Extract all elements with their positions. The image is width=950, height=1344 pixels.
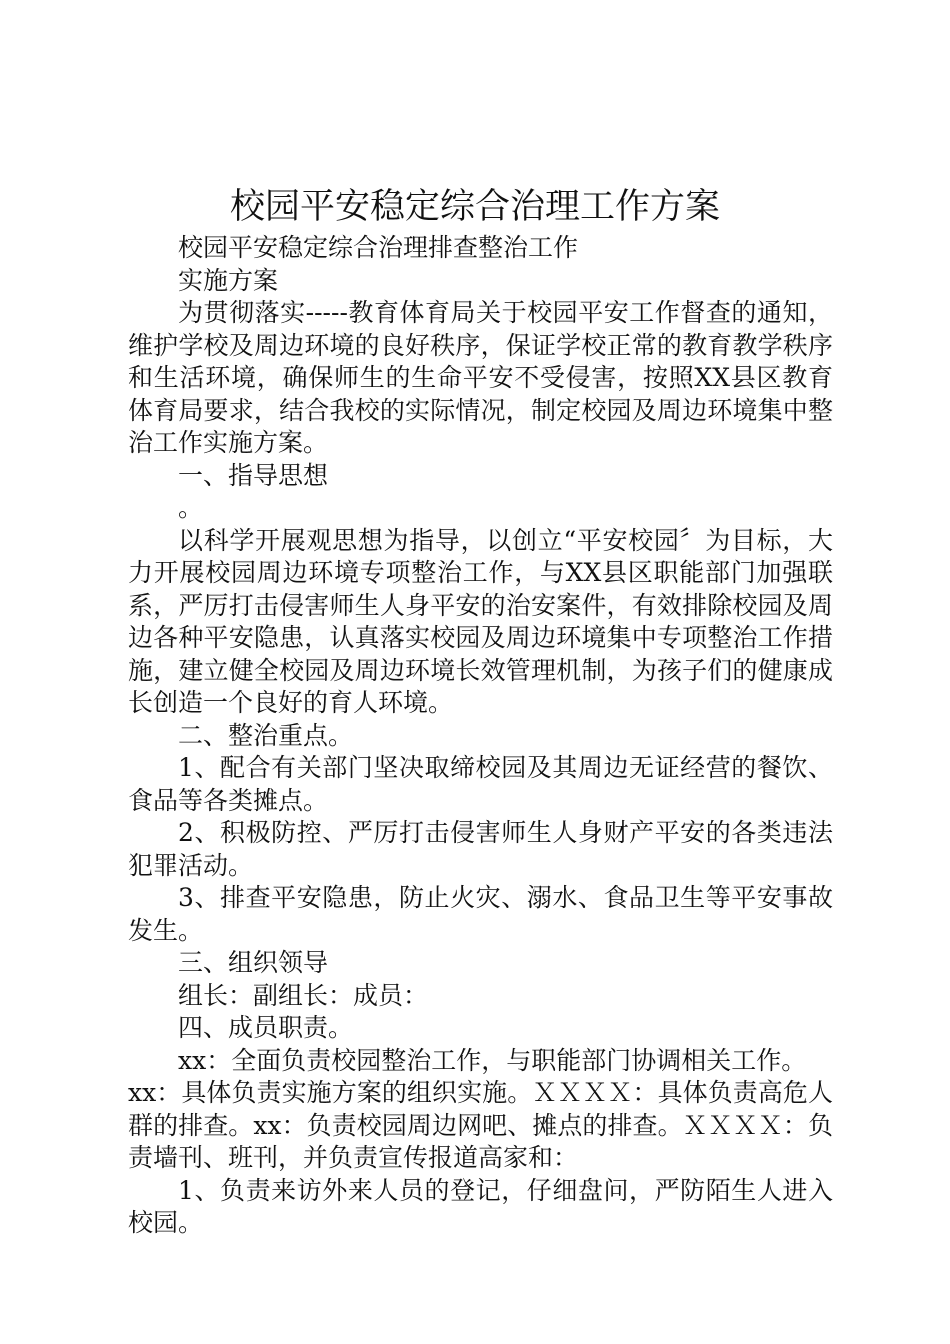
paragraph: xx：具体负责实施方案的组织实施。ＸＸＸＸ：具体负责高危人群的排查。xx：负责校园周边网吧、摊点的排查。ＸＸＸＸ：负责墙刊、班刊，并负责宣传报道高家和： <box>128 1078 833 1172</box>
paragraph: 以科学开展观思想为指导，以创立“平安校园〞为目标，大力开展校园周边环境专项整治工作，与XX县区职能部门加强联系，严厉打击侵害师生人身平安的治安案件，有效排除校园及周边各种平安隐患，认真落实校园及周边环境集中专项整治工作措施，建立健全校园及周边环境长效管理机制，为孩子们的健康成长创造一个良好的育人环境。 <box>128 525 833 717</box>
document-title: 校园平安稳定综合治理工作方案 <box>229 187 720 227</box>
paragraph: 组长：副组长：成员： <box>178 980 429 1010</box>
list-item: 1、负责来访外来人员的登记，仔细盘问，严防陌生人进入校园。 <box>128 1175 833 1237</box>
list-item: 2、积极防控、严厉打击侵害师生人身财产平安的各类违法犯罪活动。 <box>128 818 833 880</box>
list-item: 3、排查平安隐患，防止火灾、溺水、食品卫生等平安事故发生。 <box>128 883 833 945</box>
list-item: 1、配合有关部门坚决取缔校园及其周边无证经营的餐饮、食品等各类摊点。 <box>128 753 833 815</box>
paragraph: 校园平安稳定综合治理排查整治工作 <box>178 233 579 262</box>
paragraph: 。 <box>178 493 204 522</box>
section-heading: 二、整治重点。 <box>178 720 354 750</box>
paragraph: xx：全面负责校园整治工作，与职能部门协调相关工作。 <box>178 1045 807 1075</box>
document-body <box>128 232 833 1240</box>
section-heading: 三、组织领导 <box>178 948 329 977</box>
section-heading: 一、指导思想 <box>178 460 329 490</box>
paragraph: 为贯彻落实-----教育体育局关于校园平安工作督查的通知，维护学校及周边环境的良好秩序，保证学校正常的教育教学秩序和生活环境，确保师生的生命平安不受侵害，按照XX县区教育体育局要求，结合我校的实际情况，制定校园及周边环境集中整治工作实施方案。 <box>128 298 833 457</box>
section-heading: 四、成员职责。 <box>178 1013 354 1042</box>
paragraph: 实施方案 <box>178 265 279 295</box>
